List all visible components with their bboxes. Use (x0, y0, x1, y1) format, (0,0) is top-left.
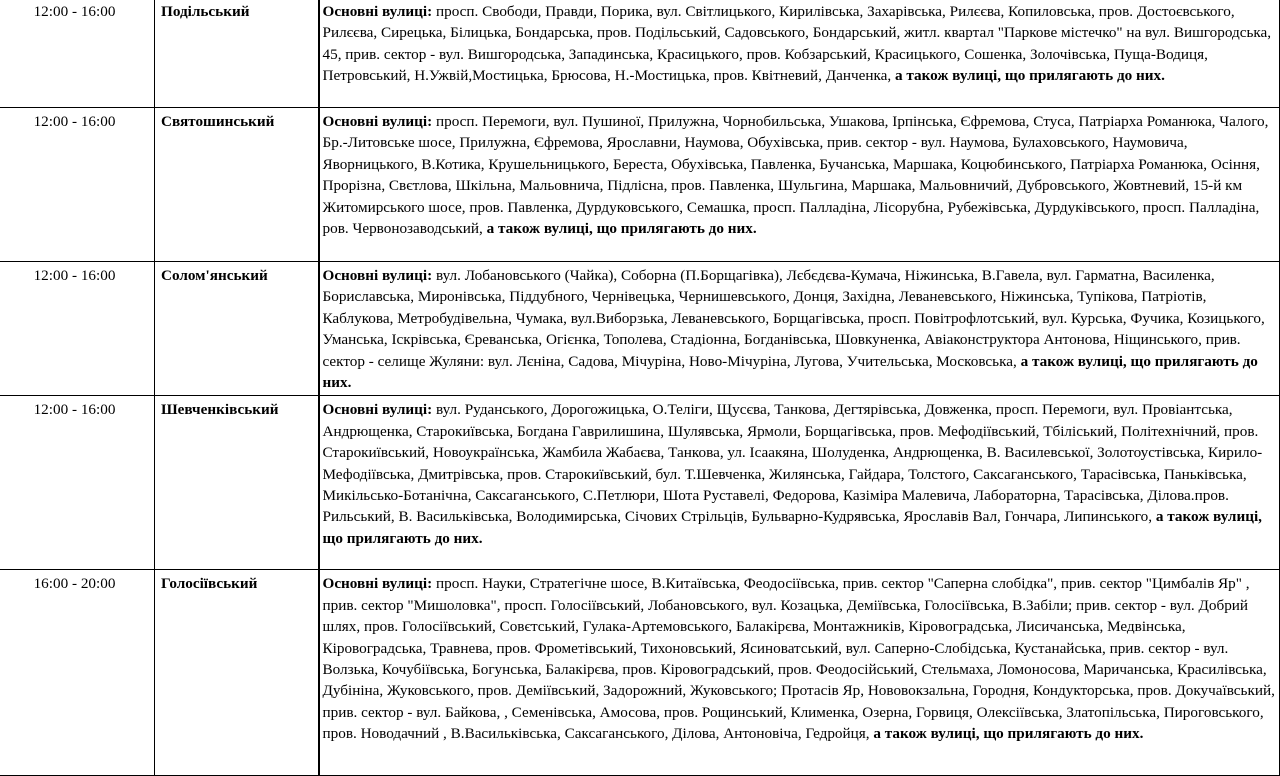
time-cell: 12:00 - 16:00 (0, 396, 155, 570)
table-row (0, 262, 1280, 396)
streets-cell (319, 0, 1280, 108)
streets-tail: а також вулиці, що прилягають до них. (322, 508, 1262, 547)
table-row (0, 108, 1280, 262)
streets-tail: а також вулиці, що прилягають до них. (322, 352, 1258, 392)
streets-list: просп. Науки, Стратегічне шосе, В.Китаївська, Феодосіївська, прив. сектор "Саперна слобідка", прив. сектор "Цимбалів Яр" , прив. сектор "Мишоловка", просп. Голосіївський, Лобановського, вул. Козацька, Деміївська, Голосіївська, В.Забіли; прив. сектор - вул. Добрий шлях, пров. Голосіївський, Совєтський, Гулака-Артемовського, Балакірєва, Монтажників, Кіровоградська, Лисичанська, Медвінська, Кіровоградська, Травнева, пров. Фрометівський, Тихоновський, Ясиноватський, вул. Саперно-Слобідська, Кустанайська, прив. сектор - вул. Волзька, Кочубіївська, Богунська, Балакірєва, пров. Кіровоградський, пров. Феодосійський, Стельмаха, Ломоносова, Маричанська, Красилівська, Дубініна, Жуковського, пров. Деміївський, Задорожний, Жуковського; Протасів Яр, Нововокзальна, Городня, Кондукторська, пров. Докучаївський, прив. сектор - вул. Байкова, , Семенівська, Амосова, пров. Рощинський, Клименка, Озерна, Горвиця, Олексіївська, Златопільська, Пироговського, пров. Новодачний , В.Васильківська, Саксаганського, Ділова, Антоновіча, Гедройця, (322, 575, 1275, 743)
streets-label: Основні вулиці: (322, 575, 433, 593)
time-cell: 12:00 - 16:00 (0, 262, 155, 396)
streets-cell (319, 570, 1280, 776)
streets-tail: а також вулиці, що прилягають до них. (873, 725, 1144, 743)
streets-label: Основні вулиці: (322, 401, 433, 419)
streets-label: Основні вулиці: (322, 267, 433, 284)
streets-cell (319, 108, 1280, 262)
table-row (0, 570, 1280, 776)
table-row (0, 396, 1280, 570)
streets-cell (319, 262, 1280, 396)
district-cell: Солом'янський (155, 262, 319, 396)
streets-label: Основні вулиці: (322, 113, 433, 130)
time-cell: 12:00 - 16:00 (0, 108, 155, 262)
district-cell: Подільський (155, 0, 319, 108)
streets-label: Основні вулиці: (322, 3, 433, 20)
table-row (0, 0, 1280, 108)
district-cell: Голосіївський (155, 570, 319, 776)
streets-cell (319, 396, 1280, 570)
time-cell: 12:00 - 16:00 (0, 0, 155, 108)
streets-list: вул. Лобановського (Чайка), Соборна (П.Борщагівка), Лєбєдєва-Кумача, Ніжинська, В.Гавела, вул. Гарматна, Василенка, Бориславська, Миронівська, Піддубного, Чернівецька, Чернишевського, Донця, Західна, Леваневського, Ніжинська, Тупікова, Патріотів, Каблукова, Метробудівельна, Чумака, вул.Виборзька, Леваневського, Борщагівська, просп. Повітрофлотський, вул. Курська, Фучика, Козицького, Уманська, Іскрівська, Єреванська, Огієнка, Тополева, Стадіонна, Богданівська, Шовкуненка, Авіаконструктора Антонова, Ніщинського, прив. сектор - селище Жуляни: вул. Лєніна, Садова, Мічуріна, Ново-Мічуріна, Лугова, Учительська, Московська, (322, 267, 1265, 370)
district-cell: Святошинський (155, 108, 319, 262)
streets-tail: а також вулиці, що прилягають до них. (486, 220, 757, 238)
streets-list: вул. Руданського, Дорогожицька, О.Теліги, Щусєва, Танкова, Дегтярівська, Довженка, просп. Перемоги, вул. Провіантська, Андрющенка, Старокиївська, Богдана Гаврилишина, Шулявська, Ярмоли, Борщагівська, пров. Мефодіївський, Тбіліський, Політехнічний, пров. Старокиївський, Новоукраїнська, Жамбила Жабаєва, Танкова, ул. Ісаакяна, Шолуденка, Андрющенка, В. Василевської, Золотоустівська, Кирило-Мефодіївська, Дмитрівська, пров. Старокиївський, бул. Т.Шевченка, Жилянська, Гайдара, Толстого, Саксаганського, Тарасівська, Паньківська, Микільсько-Ботанічна, Саксаганського, С.Петлюри, Шота Руставелі, Федорова, Казіміра Малевича, Лабораторна, Тарасівська, Ділова.пров. Рильський, В. Васильківська, Володимирська, Січових Стрільців, Бульварно-Кудрявська, Ярославів Вал, Гончара, Липинського, (322, 401, 1263, 526)
streets-list: просп. Свободи, Правди, Порика, вул. Світлицького, Кирилівська, Захарівська, Рилєєва, Копиловська, пров. Достоєвського, Рилєєва, Сирецька, Білицька, Бондарська, пров. Подільський, Садовського, Бондарський, житл. квартал "Паркове містечко" на вул. Вишгородська, 45, прив. сектор - вул. Вишгородська, Западинська, Красицького, пров. Кобзарський, Красицького, Сошенка, Золочівська, Пуща-Водиця, Петровський, Н.Ужвій,Мостицька, Брюсова, Н.-Мостицька, пров. Квітневий, Данченка, (322, 3, 1272, 85)
district-cell: Шевченківський (155, 396, 319, 570)
streets-tail: а також вулиці, що прилягають до них. (894, 67, 1165, 85)
streets-list: просп. Перемоги, вул. Пушиної, Прилужна, Чорнобильська, Ушакова, Ірпінська, Єфремова, Стуса, Патріарха Романюка, Чалого, Бр.-Литовське шосе, Прилужна, Єфремова, Ярославни, Наумова, Обухівська, прив. сектор - вул. Наумова, Булаховського, Наумовича, Яворницького, В.Котика, Крушельницького, Береста, Обухівська, Павленка, Бучанська, Маршака, Коцюбинського, Патріарха Романюка, Осіння, Прорізна, Свєтлова, Шкільна, Мальовнича, Підлісна, пров. Павленка, Шульгина, Маршака, Мальовничий, Дубровського, Жовтневий, 15-й км Житомирського шосе, пров. Павленка, Дурдуковського, Семашка, просп. Палладіна, Лісорубна, Рубежівська, Дурдуківського, просп. Палладіна, ров. Червонозаводський, (322, 113, 1269, 238)
time-cell: 16:00 - 20:00 (0, 570, 155, 776)
